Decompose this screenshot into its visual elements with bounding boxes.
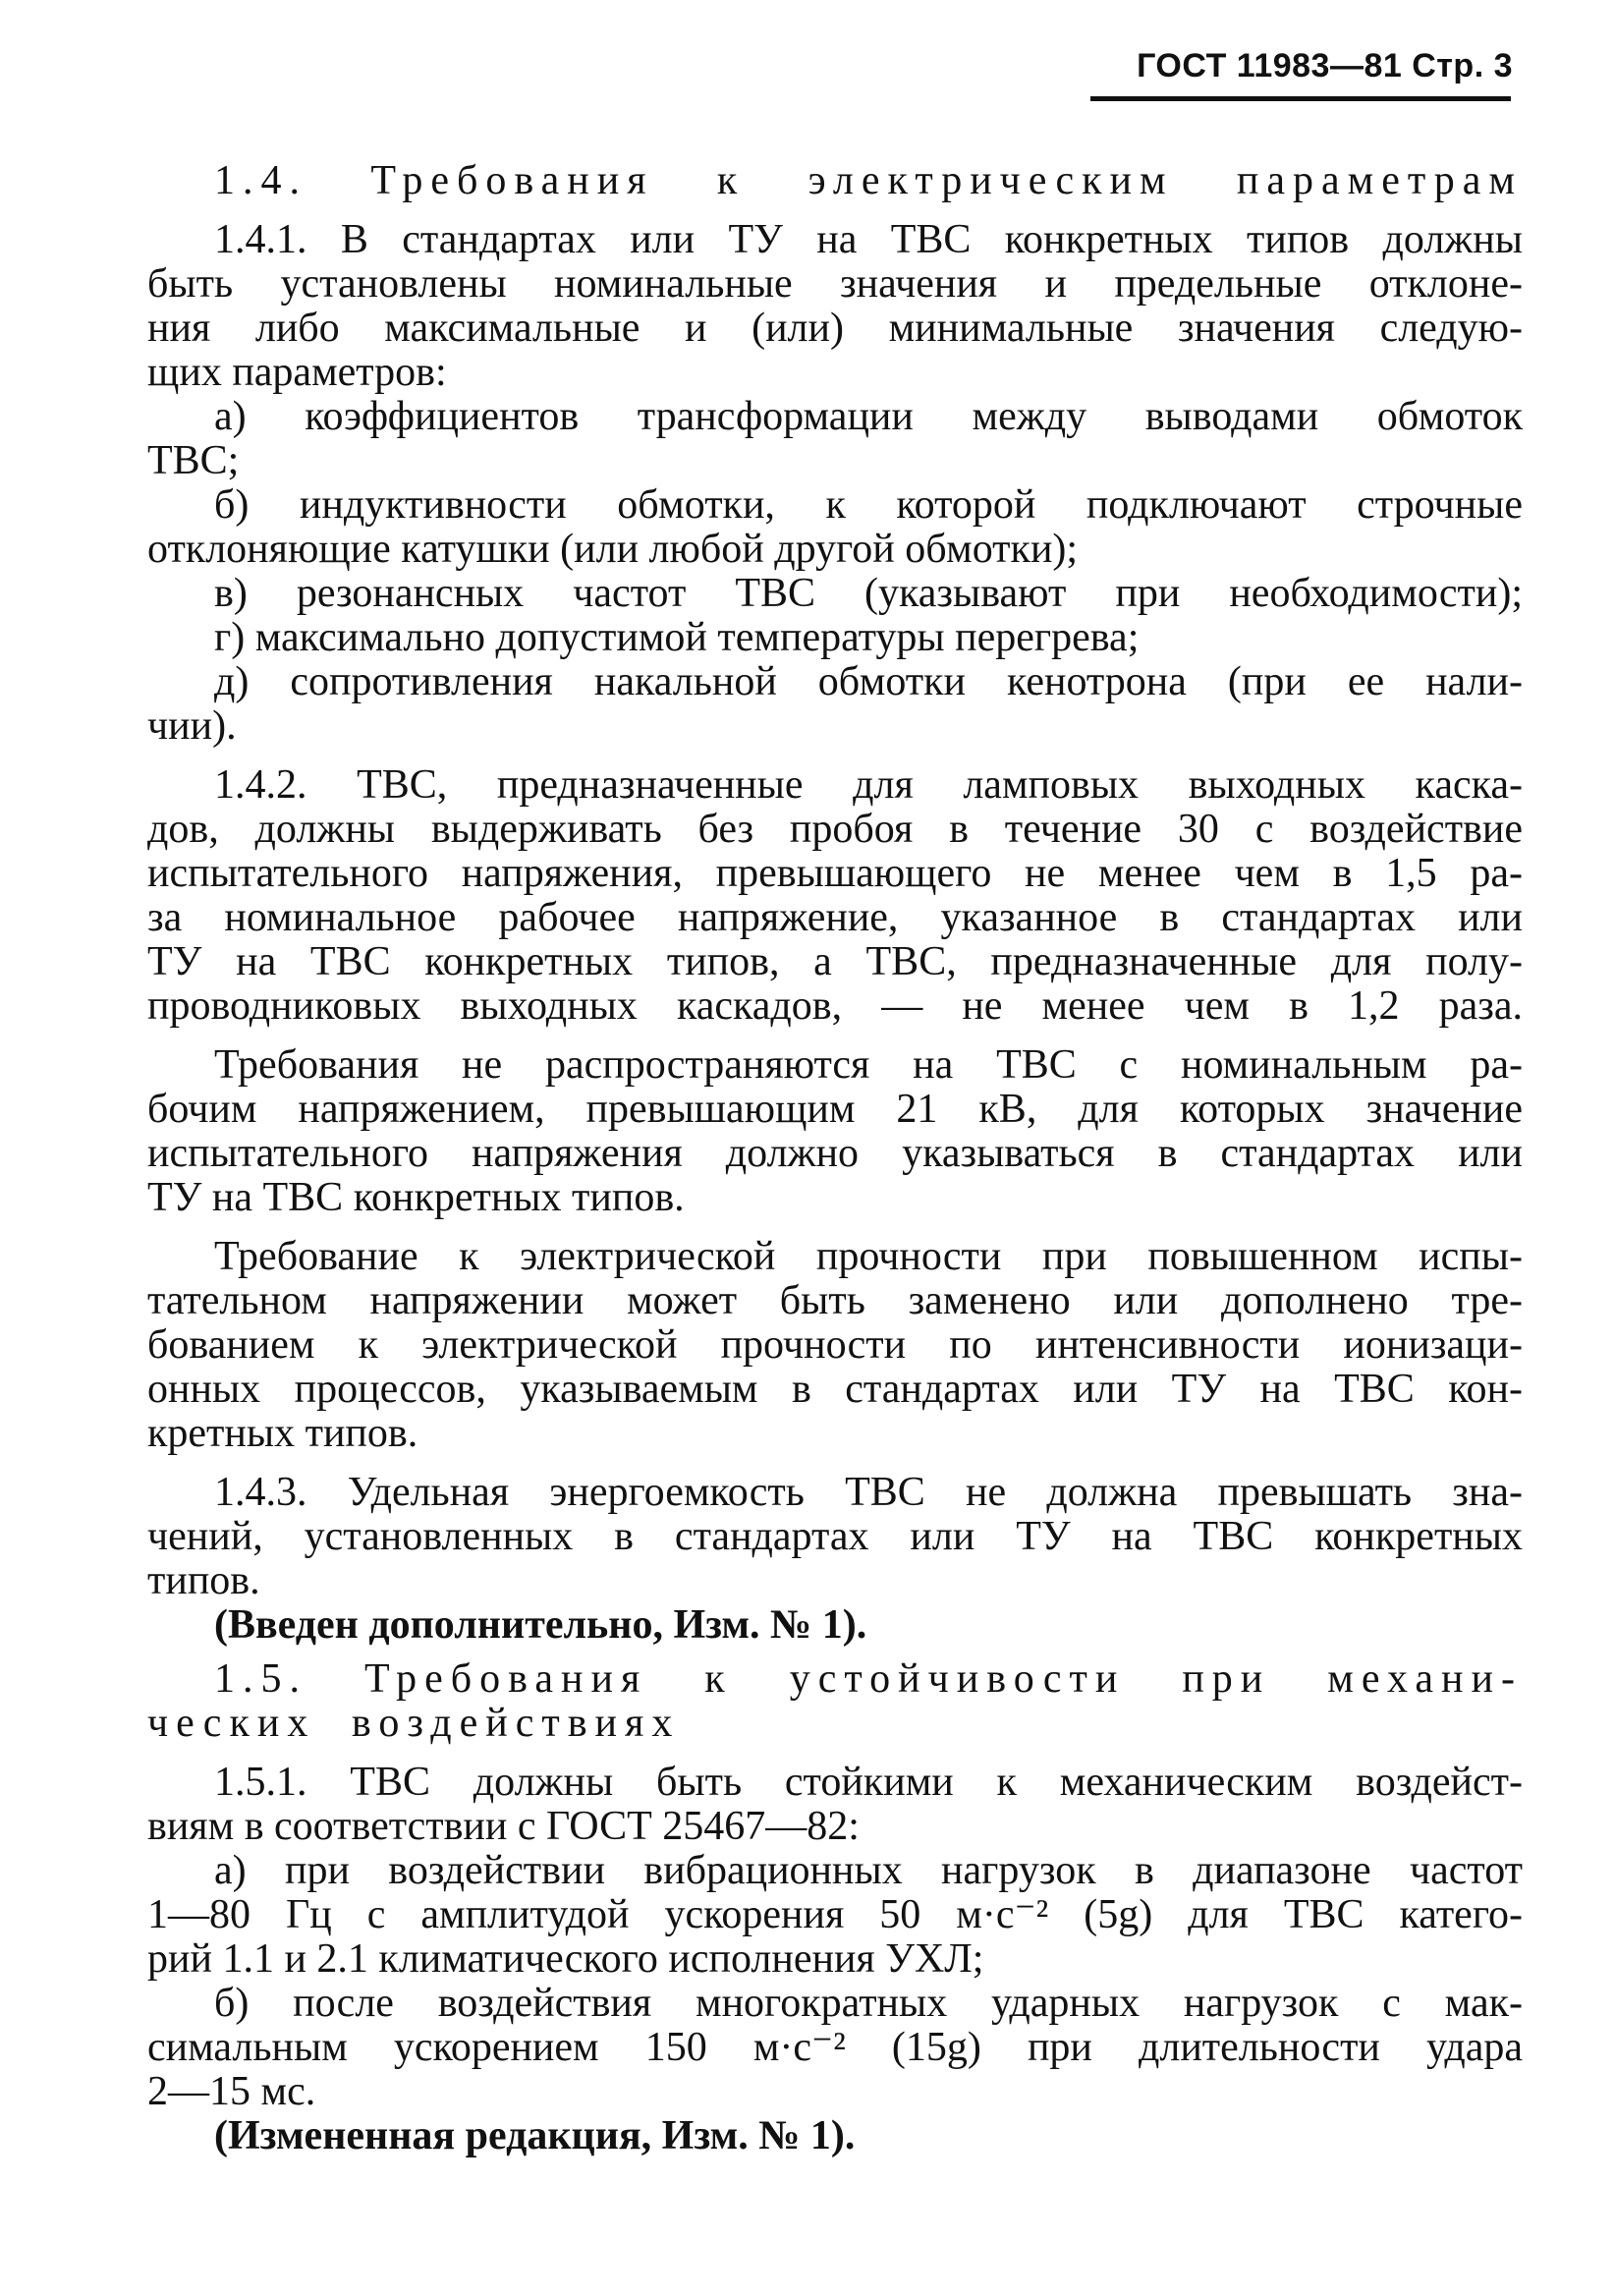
text-line: чии). <box>147 703 237 749</box>
text-line: отклоняющие катушки (или любой другой обмотки); <box>147 527 1079 572</box>
amendment-note: (Введен дополнительно, Изм. № 1). <box>214 1602 867 1648</box>
text-line: типов. <box>147 1558 260 1603</box>
text-line: чений, установленных в стандартах или ТУ на ТВС конкретных <box>147 1514 1523 1559</box>
text-line: проводниковых выходных каскадов, — не менее чем в 1,2 раза. <box>147 983 1523 1029</box>
text-line: бованием к электрической прочности по интенсивности ионизаци- <box>147 1322 1523 1368</box>
text-line: щих параметров: <box>147 350 447 395</box>
list-item-b-shock: б) после воздействия многократных ударных нагрузок с мак- <box>214 1981 1523 2026</box>
list-item-d: д) сопротивления накальной обмотки кенотрона (при ее нали- <box>214 659 1523 704</box>
text-line: бочим напряжением, превышающим 21 кВ, для которых значение <box>147 1087 1523 1132</box>
text-line: испытательного напряжения, превышающего не менее чем в 1,5 ра- <box>147 851 1523 896</box>
text-line: ния либо максимальные и (или) минимальные значения следую- <box>147 306 1523 351</box>
section-heading-1-5-cont: ческих воздействиях <box>147 1701 681 1746</box>
paragraph-exception: Требования не распространяются на ТВС с номинальным ра- <box>214 1042 1523 1088</box>
text-line: онных процессов, указываемым в стандартах или ТУ на ТВС кон- <box>147 1367 1523 1412</box>
list-item-b: б) индуктивности обмотки, к которой подключают строчные <box>214 482 1523 528</box>
text-line: испытательного напряжения должно указываться в стандартах или <box>147 1131 1523 1176</box>
section-heading-1-4: 1.4. Требования к электрическим параметрам <box>214 158 1523 203</box>
text-line: виям в соответствии с ГОСТ 25467—82: <box>147 1804 860 1849</box>
text-line: быть установлены номинальные значения и предельные отклоне- <box>147 261 1523 307</box>
list-item-g: г) максимально допустимой температуры перегрева; <box>214 615 1140 660</box>
list-item-v: в) резонансных частот ТВС (указывают при необходимости); <box>214 571 1523 616</box>
section-heading-1-5: 1.5. Требования к устойчивости при механи- <box>214 1656 1523 1702</box>
text-line: ТУ на ТВС конкретных типов. <box>147 1175 685 1220</box>
text-line: рий 1.1 и 2.1 климатического исполнения УХЛ; <box>147 1936 984 1982</box>
paragraph-1-4-2: 1.4.2. ТВС, предназначенные для ламповых выходных каска- <box>214 762 1523 808</box>
text-line: за номинальное рабочее напряжение, указанное в стандартах или <box>147 895 1523 940</box>
list-item-a: а) коэффициентов трансформации между выводами обмоток <box>214 394 1523 439</box>
running-head: ГОСТ 11983—81 Стр. 3 <box>1137 47 1513 84</box>
text-line: 2—15 мс. <box>147 2069 316 2114</box>
text-line: кретных типов. <box>147 1411 418 1456</box>
text-line: 1—80 Гц с амплитудой ускорения 50 м·с⁻² (5g) для ТВС катего- <box>147 1892 1523 1937</box>
text-line: тательном напряжении может быть заменено или дополнено тре- <box>147 1278 1523 1323</box>
header-rule <box>1090 96 1511 101</box>
amendment-note: (Измененная редакция, Изм. № 1). <box>214 2113 856 2158</box>
text-line: 1.4.1. В стандартах или ТУ на ТВС конкретных типов должны <box>214 217 1523 262</box>
paragraph-1-4-3: 1.4.3. Удельная энергоемкость ТВС не должна превышать зна- <box>214 1470 1523 1515</box>
text-line: дов, должны выдерживать без пробоя в течение 30 с воздействие <box>147 807 1523 852</box>
list-item-a-vibration: а) при воздействии вибрационных нагрузок в диапазоне частот <box>214 1848 1523 1893</box>
paragraph-dielectric: Требование к электрической прочности при повышенном испы- <box>214 1234 1523 1279</box>
paragraph-1-5-1: 1.5.1. ТВС должны быть стойкими к механическим воздейст- <box>214 1760 1523 1805</box>
text-line: ТУ на ТВС конкретных типов, а ТВС, предназначенные для полу- <box>147 939 1523 984</box>
text-line: симальным ускорением 150 м·с⁻² (15g) при длительности удара <box>147 2025 1523 2070</box>
text-line: ТВС; <box>147 438 240 483</box>
